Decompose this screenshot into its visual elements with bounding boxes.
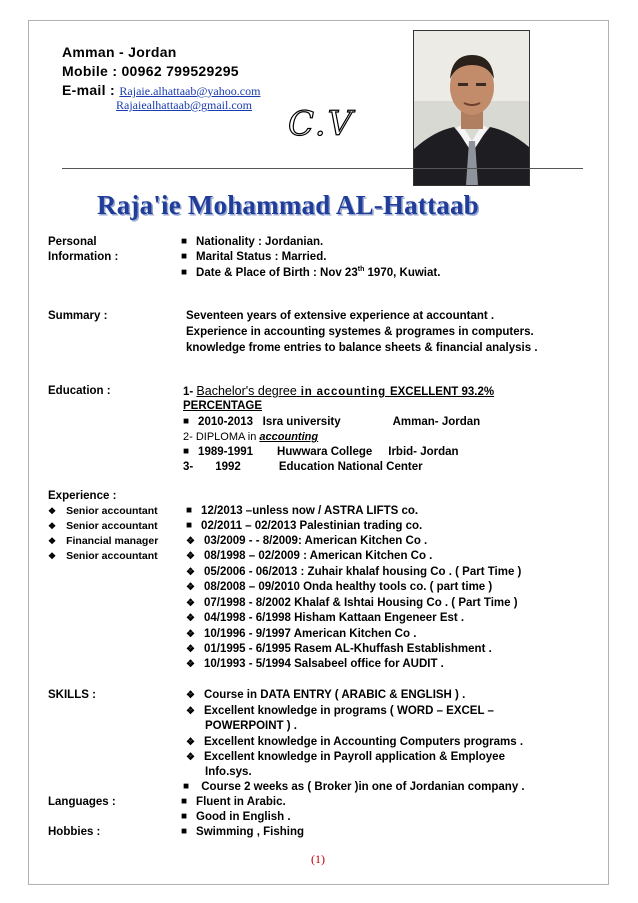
experience-role: ❖ Senior accountant [48,550,158,562]
education-degree: 1- Bachelor's degree in accounting EXCELLENT 93.2% [183,384,495,398]
skill-item: ❖ Course in DATA ENTRY ( ARABIC & ENGLISH ) . [186,689,465,701]
marital-status: ■ Marital Status : Married. [181,251,326,263]
section-label-experience: Experience : [48,490,117,502]
date-of-birth: ■ Date & Place of Birth : Nov 23th 1970, Kuwiat. [181,266,440,279]
skill-item-cont: POWERPOINT ) . [205,720,297,732]
header-divider [62,168,583,169]
experience-entry: ■ 02/2011 – 02/2013 Palestinian trading co. [186,520,422,532]
experience-entry: ❖ 08/2008 – 09/2010 Onda healthy tools co. ( part time ) [186,581,492,593]
page-number: (1) [311,852,325,866]
experience-role: ❖ Financial manager [48,535,158,547]
language-item: ■ Good in English . [181,811,291,823]
summary-line: Seventeen years of extensive experience at accountant . [186,310,495,322]
education-university: ■ 2010-2013 Isra university Amman- Jordan [183,416,480,428]
education-degree-cont: PERCENTAGE [183,400,263,412]
skill-item: ❖ Excellent knowledge in Payroll application & Employee [186,751,505,763]
skill-item-cont: Info.sys. [205,766,252,778]
language-item: ■ Fluent in Arabic. [181,796,286,808]
summary-line: knowledge frome entries to balance sheets & financial analysis . [186,342,538,354]
experience-entry: ❖ 03/2009 - - 8/2009: American Kitchen Co . [186,535,427,547]
experience-role: ❖ Senior accountant [48,505,158,517]
education-center: 3- 1992 Education National Center [183,461,423,473]
portrait-image [414,31,529,185]
education-diploma: 2- DIPLOMA in accounting [183,431,319,443]
experience-entry: ❖ 07/1998 - 8/2002 Khalaf & Ishtai Housing Co . ( Part Time ) [186,597,518,609]
email-link-gmail[interactable]: Rajaiealhattaab@gmail.com [116,98,252,112]
email-label: E-mail : [62,82,115,98]
skill-item: ■ Course 2 weeks as ( Broker )in one of Jordanian company . [183,781,525,793]
hobbies-value: ■ Swimming , Fishing [181,826,304,838]
location: Amman - Jordan [62,44,177,60]
experience-role: ❖ Senior accountant [48,520,158,532]
experience-entry: ❖ 10/1993 - 5/1994 Salsabeel office for AUDIT . [186,658,444,670]
email-link-yahoo[interactable]: Rajaie.alhattaab@yahoo.com [119,84,261,98]
experience-entry: ❖ 10/1996 - 9/1997 American Kitchen Co . [186,628,416,640]
section-label-education: Education : [48,385,111,397]
experience-entry: ❖ 08/1998 – 02/2009 : American Kitchen Co . [186,550,432,562]
skill-item: ❖ Excellent knowledge in Accounting Computers programs . [186,736,523,748]
education-college: ■ 1989-1991 Huwwara College Irbid- Jordan [183,446,459,458]
section-label-summary: Summary : [48,310,108,322]
section-label-skills: SKILLS : [48,689,96,701]
section-label-languages: Languages : [48,796,116,808]
section-label-hobbies: Hobbies : [48,826,101,838]
experience-entry: ❖ 05/2006 - 06/2013 : Zuhair khalaf housing Co . ( Part Time ) [186,566,521,578]
section-label-personal: Personal [48,236,97,248]
experience-entry: ❖ 04/1998 - 6/1998 Hisham Kattaan Engeneer Est . [186,612,464,624]
section-label-information: Information : [48,251,119,263]
summary-line: Experience in accounting systemes & programes in computers. [186,326,534,338]
profile-photo [413,30,530,186]
candidate-name: Raja'ie Mohammad AL-Hattaab [97,190,479,220]
mobile: Mobile : 00962 799529295 [62,63,239,79]
skill-item: ❖ Excellent knowledge in programs ( WORD – EXCEL – [186,705,494,717]
nationality: ■ Nationality : Jordanian. [181,236,323,248]
experience-entry: ❖ 01/1995 - 6/1995 Rasem AL-Khuffash Establishment . [186,643,492,655]
cv-title: C.V [288,104,355,144]
experience-entry: ■ 12/2013 –unless now / ASTRA LIFTS co. [186,505,418,517]
